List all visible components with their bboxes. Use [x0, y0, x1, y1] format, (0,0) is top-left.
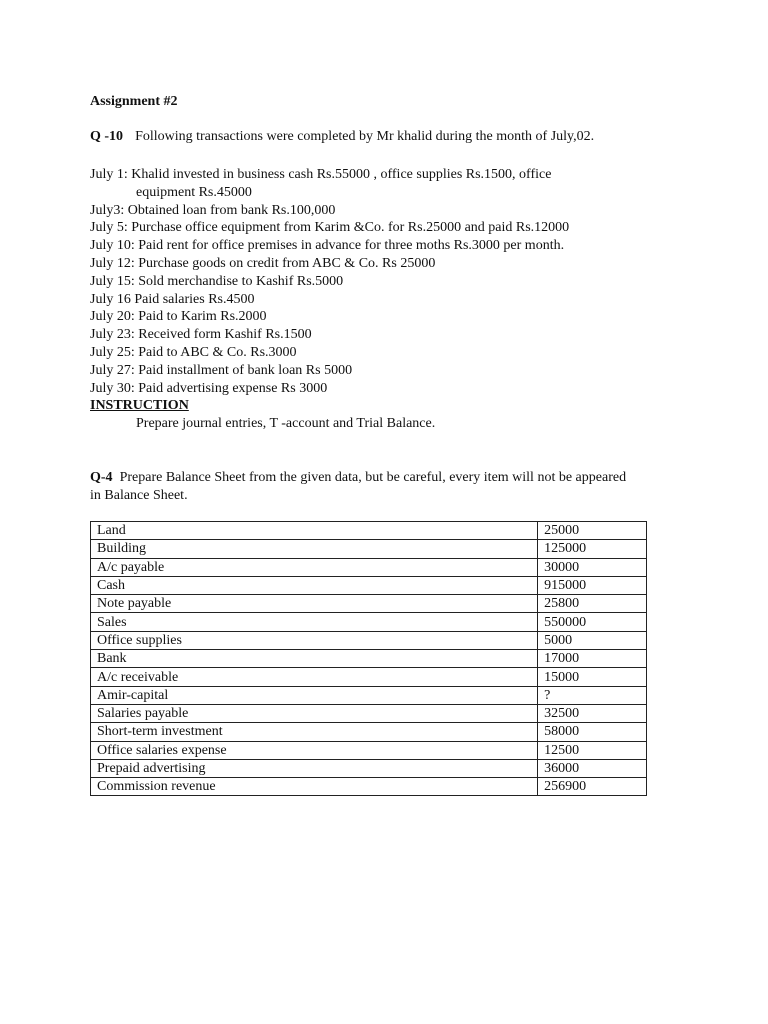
amount-cell: 32500: [538, 704, 647, 722]
transaction-line: July 12: Purchase goods on credit from ABC & Co. Rs 25000: [90, 255, 436, 271]
amount-cell: 550000: [538, 613, 647, 631]
transaction-line: July 15: Sold merchandise to Kashif Rs.5000: [90, 273, 344, 289]
transaction-line: July 16 Paid salaries Rs.4500: [90, 291, 255, 307]
amount-cell: 25000: [538, 522, 647, 540]
amount-cell: 915000: [538, 576, 647, 594]
item-cell: Land: [91, 522, 538, 540]
transaction-line: July 23: Received form Kashif Rs.1500: [90, 327, 312, 343]
table-row: [91, 741, 647, 759]
table-row: [91, 723, 647, 741]
item-cell: Note payable: [91, 595, 538, 613]
amount-cell: 256900: [538, 778, 647, 796]
amount-cell: 125000: [538, 540, 647, 558]
table-row: [91, 576, 647, 594]
transaction-line: July 25: Paid to ABC & Co. Rs.3000: [90, 344, 297, 360]
item-cell: Prepaid advertising: [91, 759, 538, 777]
table-row: [91, 595, 647, 613]
item-cell: Sales: [91, 613, 538, 631]
question-4-line-1: [90, 469, 680, 487]
question-10-heading: [90, 129, 594, 145]
amount-cell: 5000: [538, 631, 647, 649]
table-row: [91, 778, 647, 796]
item-cell: Commission revenue: [91, 778, 538, 796]
balance-sheet-data-table: [90, 521, 647, 796]
amount-cell: 36000: [538, 759, 647, 777]
item-cell: Amir-capital: [91, 686, 538, 704]
assignment-title: Assignment #2: [90, 94, 178, 109]
question-4-line-2: in Balance Sheet.: [90, 487, 188, 503]
transaction-line: July 10: Paid rent for office premises in advance for three moths Rs.3000 per month.: [90, 238, 565, 254]
amount-cell: 17000: [538, 650, 647, 668]
table-row: [91, 631, 647, 649]
item-cell: A/c payable: [91, 558, 538, 576]
item-cell: Building: [91, 540, 538, 558]
table-row: [91, 522, 647, 540]
item-cell: Short-term investment: [91, 723, 538, 741]
question-4-number: Q-4: [90, 470, 113, 485]
transaction-line: July3: Obtained loan from bank Rs.100,000: [90, 202, 336, 218]
table-row: [91, 558, 647, 576]
item-cell: A/c receivable: [91, 668, 538, 686]
transaction-line-continuation: equipment Rs.45000: [136, 184, 252, 200]
question-4-text: Prepare Balance Sheet from the given data, but be careful, every item will not be appeared: [119, 470, 627, 485]
transaction-line: July 27: Paid installment of bank loan Rs 5000: [90, 362, 353, 378]
amount-cell: 15000: [538, 668, 647, 686]
table-row: [91, 704, 647, 722]
instruction-text: Prepare journal entries, T -account and Trial Balance.: [136, 416, 436, 432]
item-cell: Bank: [91, 650, 538, 668]
amount-cell: 30000: [538, 558, 647, 576]
table-row: [91, 540, 647, 558]
transaction-line: July 1: Khalid invested in business cash Rs.55000 , office supplies Rs.1500, office: [90, 167, 552, 182]
transaction-line: July 20: Paid to Karim Rs.2000: [90, 309, 267, 325]
table-row: [91, 686, 647, 704]
question-10-intro: Following transactions were completed by Mr khalid during the month of July,02.: [135, 129, 595, 144]
question-4-heading: [90, 469, 680, 505]
table-row: [91, 613, 647, 631]
item-cell: Office salaries expense: [91, 741, 538, 759]
amount-cell: 25800: [538, 595, 647, 613]
question-10-number: Q -10: [90, 129, 124, 144]
transaction-list: [90, 166, 690, 433]
table-row: [91, 759, 647, 777]
table-row: [91, 668, 647, 686]
amount-cell: 12500: [538, 741, 647, 759]
item-cell: Office supplies: [91, 631, 538, 649]
transaction-line: July 5: Purchase office equipment from Karim &Co. for Rs.25000 and paid Rs.12000: [90, 220, 570, 236]
amount-cell: ?: [538, 686, 647, 704]
item-cell: Salaries payable: [91, 704, 538, 722]
transaction-line: July 30: Paid advertising expense Rs 3000: [90, 380, 328, 396]
instruction-heading: INSTRUCTION: [90, 398, 189, 414]
table-row: [91, 650, 647, 668]
item-cell: Cash: [91, 576, 538, 594]
amount-cell: 58000: [538, 723, 647, 741]
